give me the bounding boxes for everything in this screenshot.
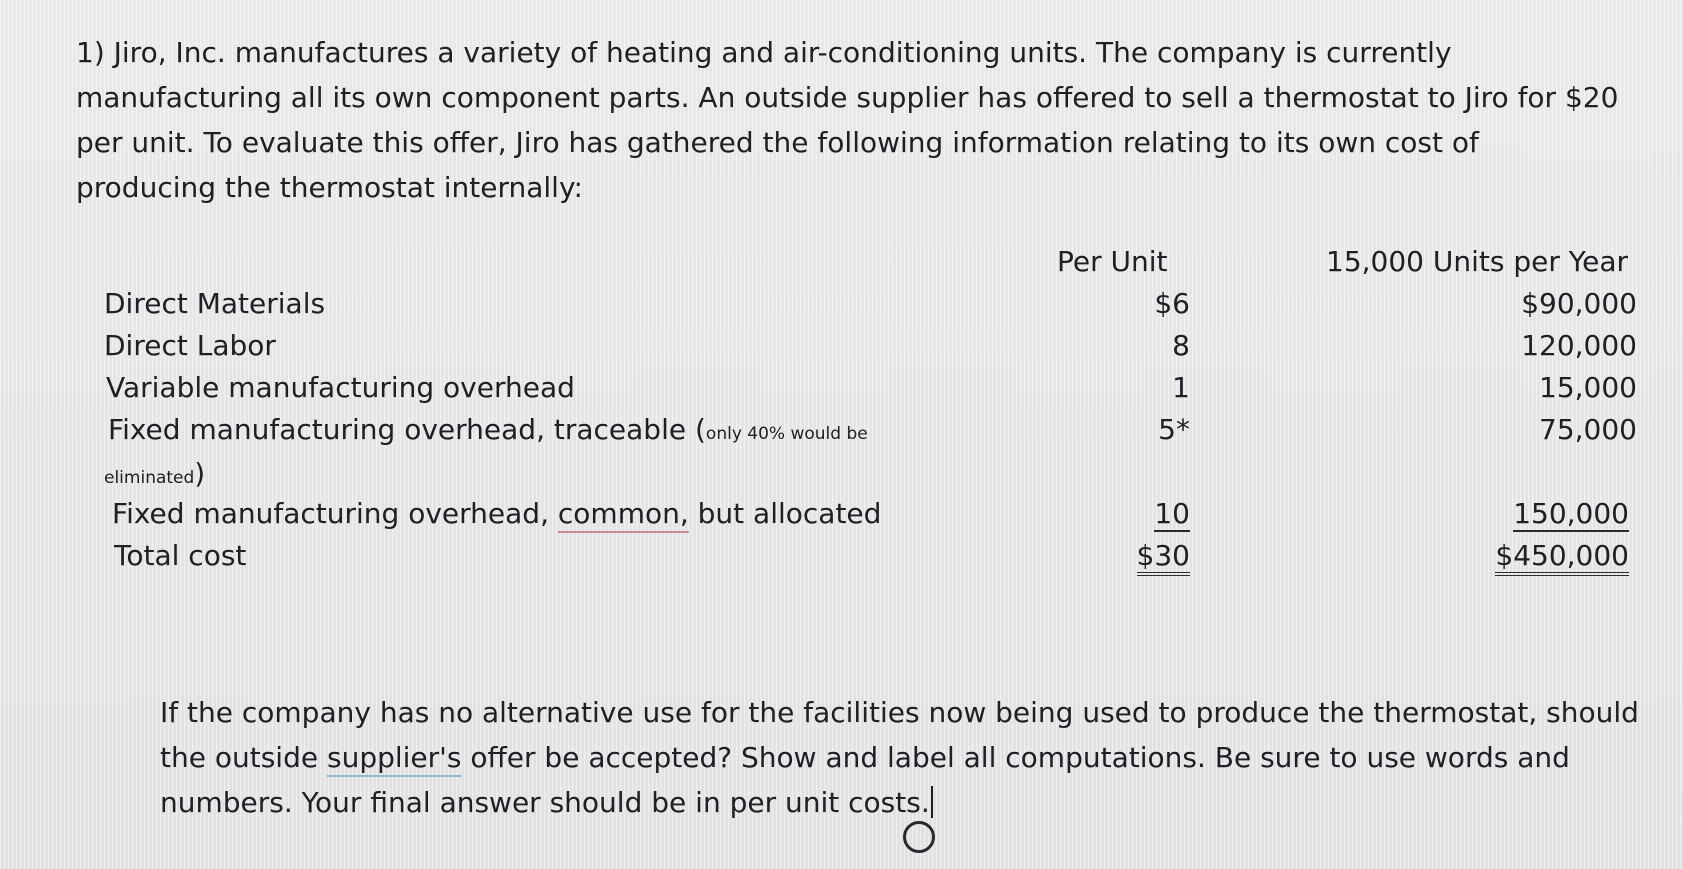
question-line: If the company has no alternative use for the facilities now being used to produce the thermostat, should: [160, 696, 1639, 729]
per-year-direct-labor: 120,000: [1521, 329, 1637, 362]
fixed-common-text-c: but allocated: [688, 497, 882, 530]
question-line2-c: offer be accepted? Show and label all computations. Be sure to use words and: [461, 741, 1570, 774]
intro-line: manufacturing all its own component parts. An outside supplier has offered to sell a thermostat to Jiro for $20: [76, 81, 1619, 114]
per-year-fixed-common: [1513, 497, 1629, 530]
fixed-traceable-close: ): [194, 457, 206, 490]
question-line3: numbers. Your final answer should be in per unit costs.: [160, 786, 930, 819]
row-label-fixed-common: [112, 497, 881, 530]
question-line: [160, 780, 1639, 825]
per-year-total-cost: [1495, 539, 1629, 572]
question-text: [160, 690, 1639, 825]
intro-line: per unit. To evaluate this offer, Jiro has gathered the following information relating to its own cost of: [76, 126, 1479, 159]
per-year-total-cost-value: $450,000: [1495, 539, 1629, 576]
per-unit-direct-labor: 8: [1172, 329, 1190, 362]
fixed-traceable-note-cont: eliminated: [104, 468, 195, 488]
fixed-traceable-text: Fixed manufacturing overhead, traceable (: [108, 413, 706, 446]
intro-line: 1) Jiro, Inc. manufactures a variety of heating and air-conditioning units. The company is currently: [76, 36, 1452, 69]
per-unit-variable-overhead: 1: [1172, 371, 1190, 404]
question-line: [160, 735, 1639, 780]
per-year-direct-materials: $90,000: [1521, 287, 1637, 320]
per-year-variable-overhead: 15,000: [1539, 371, 1637, 404]
per-year-fixed-common-value: 150,000: [1513, 497, 1629, 530]
header-per-year: 15,000 Units per Year: [1326, 245, 1629, 278]
circle-cursor-icon: [903, 821, 935, 853]
row-label-total-cost: Total cost: [114, 539, 247, 572]
per-unit-fixed-common-value: 10: [1154, 497, 1190, 530]
row-label-fixed-traceable-cont: [104, 457, 205, 490]
per-year-fixed-traceable: 75,000: [1539, 413, 1637, 446]
per-unit-fixed-traceable: 5*: [1158, 413, 1190, 446]
row-label-direct-materials: Direct Materials: [104, 287, 326, 320]
fixed-traceable-note: only 40% would be: [705, 424, 868, 444]
text-cursor: [931, 786, 933, 818]
per-unit-total-cost-value: $30: [1137, 539, 1190, 576]
per-unit-fixed-common: [1154, 497, 1190, 530]
question-line2-b: supplier's: [326, 741, 462, 774]
row-label-direct-labor: Direct Labor: [104, 329, 276, 362]
per-unit-direct-materials: $6: [1154, 287, 1190, 320]
header-per-unit: Per Unit: [1057, 245, 1168, 278]
fixed-common-text-b: common,: [557, 497, 689, 530]
intro-line: producing the thermostat internally:: [76, 171, 583, 204]
fixed-common-text-a: Fixed manufacturing overhead,: [112, 497, 558, 530]
per-unit-total-cost: [1137, 539, 1190, 572]
question-line2-a: the outside: [160, 741, 327, 774]
row-label-fixed-traceable: [108, 413, 868, 446]
row-label-variable-overhead: Variable manufacturing overhead: [106, 371, 575, 404]
